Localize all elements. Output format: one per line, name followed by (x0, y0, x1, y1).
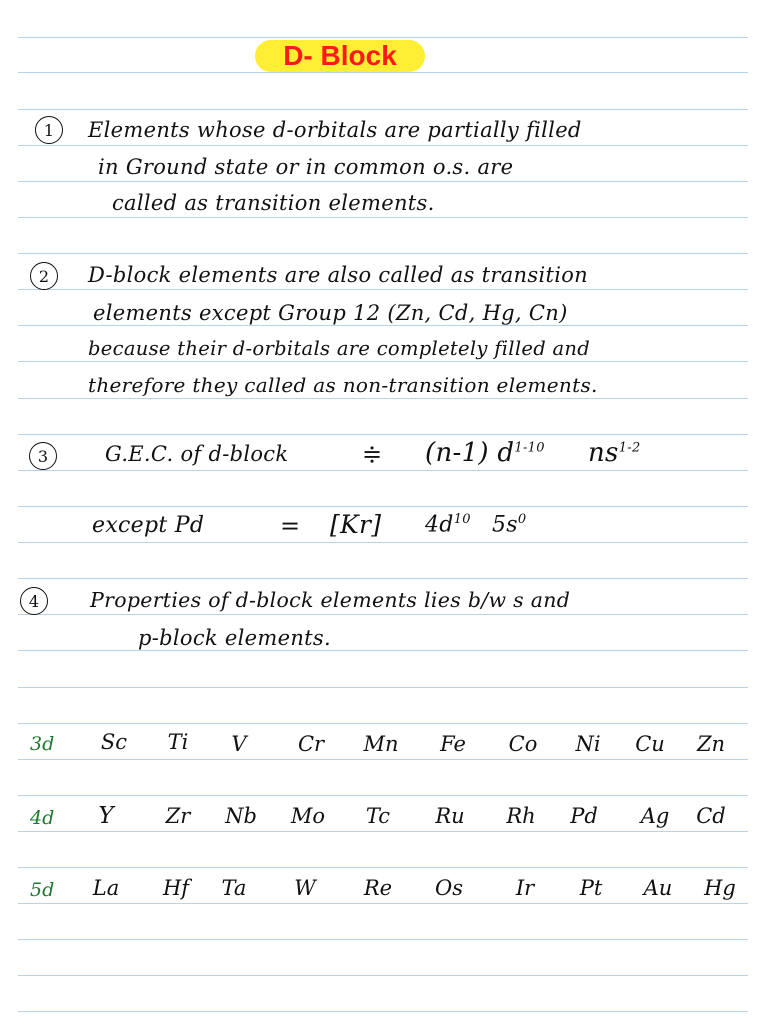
point-4-line-1: Properties of d-block elements lies b/w s and (90, 588, 571, 612)
element-symbol: Ru (435, 804, 465, 828)
point-number-2: 2 (30, 262, 58, 290)
ruled-line (18, 687, 748, 688)
ruled-line (18, 470, 748, 471)
element-symbol: Fe (440, 732, 466, 756)
element-symbol: Rh (506, 804, 536, 828)
ruled-line (18, 289, 748, 290)
except-config-part-b: $5s^0$ (492, 512, 527, 538)
ruled-line (18, 325, 748, 326)
ruled-line (18, 217, 748, 218)
element-symbol: Ti (167, 730, 189, 754)
element-symbol: Pd (570, 804, 598, 828)
element-symbol: Nb (225, 804, 257, 828)
element-symbol: La (92, 876, 120, 900)
element-symbol: Co (508, 732, 538, 756)
element-symbol: Hf (162, 876, 190, 900)
ruled-line (18, 181, 748, 182)
except-label: except Pd (92, 513, 205, 538)
element-symbol: Tc (365, 804, 391, 828)
gec-superscript-b: 1-2 (618, 440, 641, 456)
ruled-line (18, 434, 748, 435)
ruled-line (18, 145, 748, 146)
gec-label: G.E.C. of d-block (105, 442, 289, 466)
element-symbol: Ir (515, 876, 535, 900)
ruled-line (18, 614, 748, 615)
point-2-line-1: D-block elements are also called as transition (88, 263, 588, 287)
except-config-core: [Kr] (330, 510, 382, 539)
ruled-line (18, 72, 748, 73)
ruled-line (18, 1011, 748, 1012)
series-label: 5d (30, 879, 55, 901)
ruled-line (18, 975, 748, 976)
page-title: D- Block (283, 40, 397, 71)
title-highlight (255, 40, 425, 72)
point-4-line-2: p-block elements. (138, 626, 331, 650)
point-2-line-4: therefore they called as non-transition elements. (88, 373, 598, 397)
element-symbol: Hg (704, 876, 736, 900)
element-symbol: Mo (290, 804, 326, 828)
element-symbol: Zn (696, 732, 726, 756)
ruled-line (18, 578, 748, 579)
except-config-part-a: $4d^{10}$ (425, 512, 471, 538)
point-1-line-1: Elements whose d-orbitals are partially filled (88, 118, 582, 142)
point-1-line-2: in Ground state or in common o.s. are (98, 155, 514, 179)
ruled-line (18, 831, 748, 832)
ruled-line (18, 723, 748, 724)
element-symbol: Pt (579, 876, 603, 900)
gec-formula-part-b: $ns^{1-2}$ (588, 438, 641, 468)
ruled-line (18, 506, 748, 507)
point-number-1: 1 (35, 116, 63, 144)
ruled-line (18, 867, 748, 868)
ruled-line (18, 650, 748, 651)
element-symbol: Cr (297, 732, 325, 756)
ruled-line (18, 109, 748, 110)
except-superscript-b: 0 (517, 512, 527, 527)
except-superscript-a: 10 (453, 512, 471, 527)
element-symbol: Mn (363, 732, 399, 756)
element-symbol: Au (643, 876, 673, 900)
ruled-line (18, 903, 748, 904)
ruled-line (18, 37, 748, 38)
element-symbol: Os (435, 876, 463, 900)
ruled-line (18, 398, 748, 399)
element-symbol: Ni (575, 732, 601, 756)
point-number-3: 3 (29, 442, 57, 470)
gec-superscript-a: 1-10 (514, 440, 545, 456)
element-symbol: Cd (696, 804, 726, 828)
element-symbol: Cu (635, 732, 665, 756)
element-symbol: Zr (165, 804, 191, 828)
point-2-line-2: elements except Group 12 (Zn, Cd, Hg, Cn) (93, 301, 568, 325)
point-1-line-3: called as transition elements. (112, 191, 435, 215)
ruled-line (18, 795, 748, 796)
element-symbol: W (294, 876, 316, 900)
gec-sign: ≑ (362, 440, 383, 468)
series-label: 4d (30, 807, 55, 829)
ruled-line (18, 542, 748, 543)
element-symbol: Sc (100, 730, 128, 754)
gec-formula-part-a: (n-1) $d^{1-10}$ (425, 438, 545, 468)
point-number-4: 4 (20, 587, 48, 615)
element-symbol: Ta (221, 876, 247, 900)
element-symbol: V (231, 732, 247, 756)
point-2-line-3: because their d-orbitals are completely filled and (88, 337, 591, 360)
series-label: 3d (30, 733, 55, 755)
element-symbol: Y (98, 803, 114, 829)
ruled-line (18, 759, 748, 760)
element-symbol: Ag (640, 804, 670, 828)
ruled-line (18, 253, 748, 254)
except-equals: = (280, 512, 301, 540)
element-symbol: Re (363, 876, 393, 900)
ruled-line (18, 361, 748, 362)
ruled-line (18, 939, 748, 940)
